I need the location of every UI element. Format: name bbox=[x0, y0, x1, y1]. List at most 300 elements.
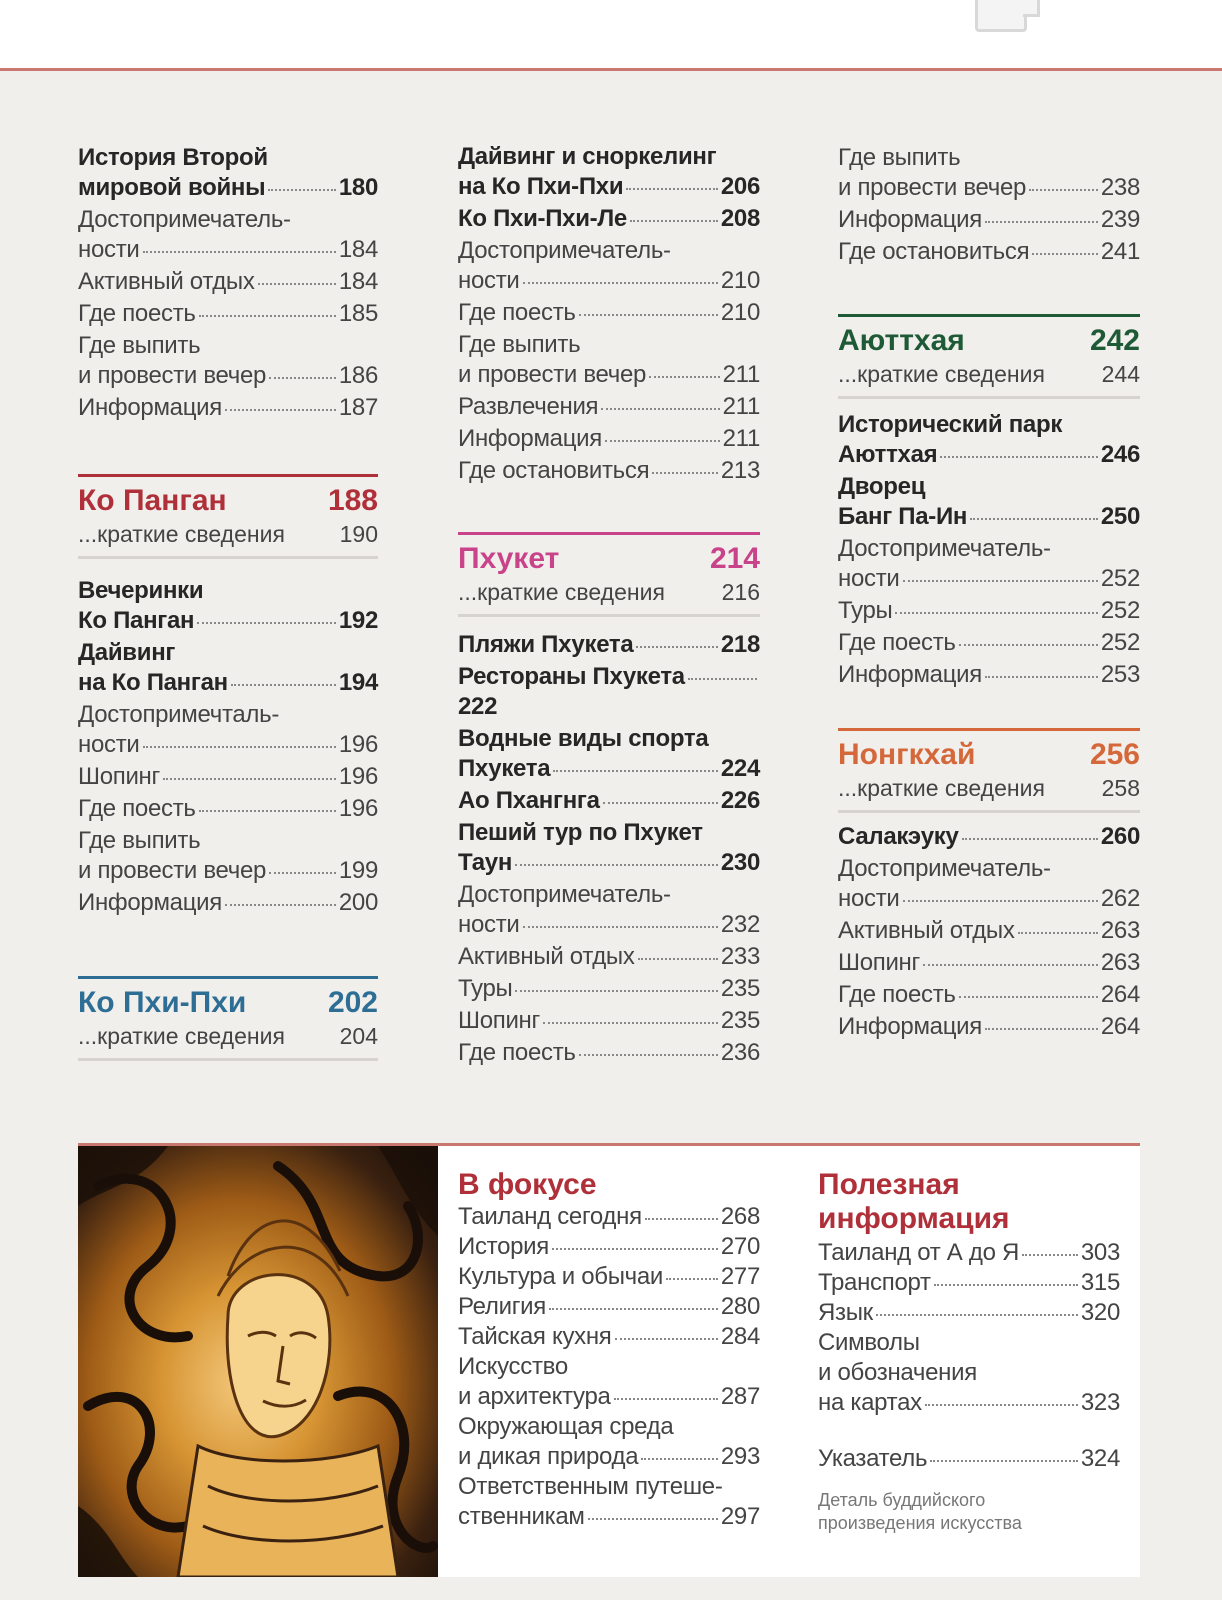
toc-entry-title: Информация bbox=[838, 1013, 982, 1040]
toc-entry[interactable] bbox=[458, 786, 760, 816]
toc-entry[interactable] bbox=[78, 299, 378, 329]
toc-page-number: 206 bbox=[720, 173, 760, 200]
toc-page-number: 186 bbox=[338, 362, 378, 389]
toc-entry-title: Аюттхая bbox=[838, 441, 938, 468]
section-title: Аюттхая bbox=[838, 324, 965, 357]
toc-page-number: 233 bbox=[720, 943, 760, 970]
toc-entry-line: Достопримечталь- bbox=[78, 701, 280, 728]
leader-dots bbox=[923, 964, 1098, 966]
toc-entry[interactable] bbox=[838, 916, 1140, 946]
leader-dots bbox=[197, 622, 336, 624]
section-heading[interactable] bbox=[78, 976, 378, 1021]
toc-entry-title: Информация bbox=[78, 889, 222, 916]
toc-entry[interactable] bbox=[818, 1328, 1120, 1418]
section-summary[interactable] bbox=[78, 1022, 378, 1061]
toc-entry-line: Пеший тур по Пхукет bbox=[458, 819, 703, 846]
toc-entry-title: Где поесть bbox=[838, 629, 956, 656]
toc-entry[interactable] bbox=[458, 1232, 760, 1262]
toc-entry[interactable] bbox=[458, 1292, 760, 1322]
toc-page-number: 315 bbox=[1080, 1269, 1120, 1296]
toc-entry-line: Где выпить bbox=[78, 332, 201, 359]
toc-entry-line: Достопримечатель- bbox=[458, 237, 671, 264]
section-title: Пхукет bbox=[458, 542, 560, 575]
toc-entry-title: ности bbox=[458, 911, 520, 938]
toc-entry[interactable] bbox=[458, 424, 760, 454]
useful-heading-line1: Полезная bbox=[818, 1168, 960, 1201]
toc-page-number: 262 bbox=[1100, 885, 1140, 912]
toc-entry-title: Развлечения bbox=[458, 393, 599, 420]
toc-entry-title: Активный отдых bbox=[838, 917, 1015, 944]
toc-page-number: 324 bbox=[1080, 1445, 1120, 1472]
section-summary[interactable] bbox=[78, 520, 378, 559]
toc-entry-title: Информация bbox=[458, 425, 602, 452]
leader-dots bbox=[959, 644, 1098, 646]
leader-dots bbox=[143, 746, 336, 748]
leader-dots bbox=[601, 408, 719, 410]
toc-entry-title: Где поесть bbox=[78, 795, 196, 822]
image-caption-line1: Деталь буддийского bbox=[818, 1490, 986, 1510]
toc-entry-line: Достопримечатель- bbox=[458, 881, 671, 908]
toc-entry[interactable] bbox=[838, 205, 1140, 235]
toc-entry[interactable] bbox=[78, 762, 378, 792]
toc-page-number: 232 bbox=[720, 911, 760, 938]
toc-entry-title: Где остановиться bbox=[458, 457, 650, 484]
toc-page-number: 226 bbox=[720, 787, 760, 814]
toc-page-number: 277 bbox=[720, 1263, 760, 1290]
section-title: Ко Пхи-Пхи bbox=[78, 986, 247, 1019]
toc-entry-title: Туры bbox=[458, 975, 513, 1002]
toc-entry-title: и провести вечер bbox=[78, 362, 267, 389]
toc-entry-title: Где поесть bbox=[458, 1039, 576, 1066]
toc-page-number: 222 bbox=[458, 693, 498, 720]
toc-entry-line: Где выпить bbox=[838, 144, 961, 171]
toc-entry-title: и провести вечер bbox=[458, 361, 647, 388]
summary-page: 216 bbox=[721, 579, 760, 605]
toc-entry[interactable] bbox=[458, 236, 760, 296]
toc-page-number: 287 bbox=[720, 1383, 760, 1410]
leader-dots bbox=[630, 220, 718, 222]
toc-page-number: 200 bbox=[338, 889, 378, 916]
toc-page-number: 210 bbox=[720, 299, 760, 326]
useful-heading-line2: информация bbox=[818, 1202, 1010, 1235]
toc-entry-title: Ко Пхи-Пхи-Ле bbox=[458, 205, 627, 232]
section-heading[interactable] bbox=[78, 474, 378, 519]
toc-page-number: 187 bbox=[338, 394, 378, 421]
toc-entry-line: Где выпить bbox=[78, 827, 201, 854]
toc-page-number: 192 bbox=[338, 607, 378, 634]
leader-dots bbox=[1029, 189, 1098, 191]
art-illustration bbox=[78, 1146, 438, 1577]
toc-entry-line: Дайвинг и сноркелинг bbox=[458, 143, 717, 170]
summary-page: 244 bbox=[1101, 361, 1140, 387]
toc-entry-title: Ао Пхангнга bbox=[458, 787, 600, 814]
summary-label: ...краткие сведения bbox=[458, 579, 665, 605]
toc-entry-title: Шопинг bbox=[838, 949, 920, 976]
toc-entry[interactable] bbox=[458, 1038, 760, 1068]
leader-dots bbox=[199, 810, 336, 812]
toc-entry[interactable] bbox=[458, 880, 760, 940]
leader-dots bbox=[666, 1278, 718, 1280]
toc-entry[interactable] bbox=[458, 818, 760, 878]
leader-dots bbox=[985, 1028, 1098, 1030]
leader-dots bbox=[543, 1022, 718, 1024]
toc-entry[interactable] bbox=[78, 576, 378, 636]
section-heading[interactable] bbox=[458, 532, 760, 577]
toc-entry-title: мировой войны bbox=[78, 174, 266, 201]
toc-page-number: 264 bbox=[1100, 1013, 1140, 1040]
section-heading[interactable] bbox=[838, 728, 1140, 773]
toc-page-number: 263 bbox=[1100, 917, 1140, 944]
toc-entry-line: Достопримечатель- bbox=[838, 535, 1051, 562]
section-summary[interactable] bbox=[838, 360, 1140, 399]
toc-page-number: 235 bbox=[720, 975, 760, 1002]
section-title: Ко Панган bbox=[78, 484, 227, 517]
toc-page-number: 196 bbox=[338, 731, 378, 758]
toc-entry-line: Дайвинг bbox=[78, 639, 176, 666]
toc-entry[interactable] bbox=[458, 1472, 760, 1532]
leader-dots bbox=[268, 189, 336, 191]
toc-entry[interactable] bbox=[838, 596, 1140, 626]
leader-dots bbox=[985, 676, 1098, 678]
toc-entry-title: Рестораны Пхукета bbox=[458, 663, 685, 690]
toc-page-number: 208 bbox=[720, 205, 760, 232]
toc-entry[interactable] bbox=[458, 298, 760, 328]
leader-dots bbox=[515, 990, 717, 992]
toc-entry-line: Символы bbox=[818, 1329, 920, 1356]
toc-page-number: 297 bbox=[720, 1503, 760, 1530]
section-title: Нонгкхай bbox=[838, 738, 976, 771]
toc-page-number: 184 bbox=[338, 236, 378, 263]
toc-entry-title: ственникам bbox=[458, 1503, 585, 1530]
toc-entry-line: и обозначения bbox=[818, 1359, 977, 1386]
toc-entry-title: Активный отдых bbox=[458, 943, 635, 970]
toc-entry-line: Вечеринки bbox=[78, 577, 204, 604]
toc-entry[interactable] bbox=[838, 854, 1140, 914]
toc-entry[interactable] bbox=[838, 472, 1140, 532]
toc-page-number: 241 bbox=[1100, 238, 1140, 265]
toc-page-number: 303 bbox=[1080, 1239, 1120, 1266]
toc-entry-title: Где поесть bbox=[838, 981, 956, 1008]
toc-entry[interactable] bbox=[78, 267, 378, 297]
toc-entry[interactable] bbox=[458, 1202, 760, 1232]
toc-page-number: 250 bbox=[1100, 503, 1140, 530]
toc-entry[interactable] bbox=[838, 143, 1140, 203]
toc-entry[interactable] bbox=[458, 392, 760, 422]
toc-entry[interactable] bbox=[458, 1352, 760, 1412]
toc-entry-title: Ко Панган bbox=[78, 607, 195, 634]
toc-entry-title: Где остановиться bbox=[838, 238, 1030, 265]
leader-dots bbox=[649, 376, 720, 378]
toc-entry[interactable] bbox=[458, 974, 760, 1004]
toc-entry-title: Активный отдых bbox=[78, 268, 255, 295]
toc-entry-title: и дикая природа bbox=[458, 1443, 639, 1470]
leader-dots bbox=[638, 958, 718, 960]
toc-entry-title: Религия bbox=[458, 1293, 546, 1320]
toc-page-number: 218 bbox=[720, 631, 760, 658]
focus-heading: В фокусе bbox=[458, 1168, 597, 1201]
leader-dots bbox=[876, 1314, 1078, 1316]
toc-page-number: 185 bbox=[338, 300, 378, 327]
toc-entry[interactable] bbox=[78, 393, 378, 423]
toc-entry[interactable] bbox=[458, 1262, 760, 1292]
toc-entry[interactable] bbox=[818, 1444, 1120, 1474]
toc-entry-title: Шопинг bbox=[78, 763, 160, 790]
leader-dots bbox=[553, 770, 718, 772]
summary-label: ...краткие сведения bbox=[838, 361, 1045, 387]
toc-entry-title: и архитектура bbox=[458, 1383, 611, 1410]
toc-entry-title: Туры bbox=[838, 597, 893, 624]
summary-label: ...краткие сведения bbox=[838, 775, 1045, 801]
toc-page-number: 196 bbox=[338, 763, 378, 790]
leader-dots bbox=[258, 283, 336, 285]
toc-entry[interactable] bbox=[838, 822, 1140, 852]
toc-entry-title: Таиланд от А до Я bbox=[818, 1239, 1020, 1266]
section-page: 202 bbox=[327, 986, 378, 1019]
toc-entry-title: ности bbox=[838, 885, 900, 912]
toc-entry[interactable] bbox=[838, 628, 1140, 658]
leader-dots bbox=[925, 1404, 1078, 1406]
toc-entry[interactable] bbox=[818, 1238, 1120, 1268]
toc-entry-title: Таун bbox=[458, 849, 513, 876]
summary-label: ...краткие сведения bbox=[78, 521, 285, 547]
toc-page-number: 211 bbox=[722, 425, 760, 452]
toc-page-number: 320 bbox=[1080, 1299, 1120, 1326]
section-summary[interactable] bbox=[458, 578, 760, 617]
toc-entry-title: и провести вечер bbox=[78, 857, 267, 884]
image-caption-line2: произведения искусства bbox=[818, 1513, 1022, 1533]
toc-entry[interactable] bbox=[818, 1268, 1120, 1298]
toc-entry[interactable] bbox=[78, 700, 378, 760]
leader-dots bbox=[962, 838, 1098, 840]
leader-dots bbox=[615, 1338, 718, 1340]
leader-dots bbox=[163, 778, 336, 780]
toc-page-number: 224 bbox=[720, 755, 760, 782]
leader-dots bbox=[515, 864, 718, 866]
toc-page-number: 268 bbox=[720, 1203, 760, 1230]
toc-entry[interactable] bbox=[78, 638, 378, 698]
toc-entry-title: Указатель bbox=[818, 1445, 928, 1472]
toc-page-number: 199 bbox=[338, 857, 378, 884]
toc-entry[interactable] bbox=[78, 331, 378, 391]
toc-entry-title: Салакэуку bbox=[838, 823, 959, 850]
toc-page-number: 213 bbox=[720, 457, 760, 484]
leader-dots bbox=[985, 221, 1098, 223]
leader-dots bbox=[605, 440, 720, 442]
leader-dots bbox=[552, 1248, 718, 1250]
toc-page-number: 264 bbox=[1100, 981, 1140, 1008]
toc-entry[interactable] bbox=[838, 980, 1140, 1010]
toc-entry-line: Искусство bbox=[458, 1353, 568, 1380]
toc-entry-line: Ответственным путеше- bbox=[458, 1473, 723, 1500]
leader-dots bbox=[143, 251, 336, 253]
toc-entry-title: и провести вечер bbox=[838, 174, 1027, 201]
leader-dots bbox=[231, 684, 336, 686]
leader-dots bbox=[1032, 253, 1098, 255]
toc-entry[interactable] bbox=[458, 204, 760, 234]
toc-page-number: 230 bbox=[720, 849, 760, 876]
leader-dots bbox=[903, 580, 1098, 582]
toc-entry[interactable] bbox=[458, 330, 760, 390]
toc-entry[interactable] bbox=[458, 942, 760, 972]
section-heading[interactable] bbox=[838, 314, 1140, 359]
toc-entry-title: ности bbox=[838, 565, 900, 592]
leader-dots bbox=[903, 900, 1098, 902]
leader-dots bbox=[959, 996, 1098, 998]
toc-entry[interactable] bbox=[78, 826, 378, 886]
header-rule bbox=[0, 68, 1222, 71]
section-summary[interactable] bbox=[838, 774, 1140, 813]
leader-dots bbox=[588, 1518, 718, 1520]
section-page: 214 bbox=[709, 542, 760, 575]
leader-dots bbox=[940, 456, 1098, 458]
leader-dots bbox=[269, 377, 336, 379]
toc-entry-title: Информация bbox=[838, 206, 982, 233]
toc-page-number: 196 bbox=[338, 795, 378, 822]
summary-page: 258 bbox=[1101, 775, 1140, 801]
leader-dots bbox=[269, 872, 336, 874]
leader-dots bbox=[549, 1308, 718, 1310]
toc-page-number: 293 bbox=[720, 1443, 760, 1470]
toc-entry[interactable] bbox=[838, 410, 1140, 470]
toc-entry[interactable] bbox=[838, 237, 1140, 267]
buddhist-art-image bbox=[78, 1146, 438, 1577]
toc-page-number: 246 bbox=[1100, 441, 1140, 468]
leader-dots bbox=[1018, 932, 1098, 934]
section-page: 188 bbox=[327, 484, 378, 517]
toc-entry-title: Шопинг bbox=[458, 1007, 540, 1034]
toc-entry[interactable] bbox=[78, 888, 378, 918]
toc-entry-title: Язык bbox=[818, 1299, 873, 1326]
toc-entry-title: Тайская кухня bbox=[458, 1323, 612, 1350]
leader-dots bbox=[579, 314, 718, 316]
toc-entry-title: Информация bbox=[838, 661, 982, 688]
toc-entry-title: на картах bbox=[818, 1389, 922, 1416]
leader-dots bbox=[688, 678, 757, 680]
toc-page-number: 263 bbox=[1100, 949, 1140, 976]
leader-dots bbox=[1022, 1254, 1078, 1256]
toc-page-number: 252 bbox=[1100, 629, 1140, 656]
toc-page-number: 211 bbox=[722, 361, 760, 388]
toc-entry-title: ности bbox=[458, 267, 520, 294]
toc-entry-line: Где выпить bbox=[458, 331, 581, 358]
toc-page-number: 184 bbox=[338, 268, 378, 295]
toc-page-number: 194 bbox=[338, 669, 378, 696]
toc-page-number: 236 bbox=[720, 1039, 760, 1066]
toc-entry[interactable] bbox=[458, 1006, 760, 1036]
leader-dots bbox=[614, 1398, 718, 1400]
bottom-panel bbox=[78, 1143, 1140, 1577]
toc-entry-line: Достопримечатель- bbox=[838, 855, 1051, 882]
summary-page: 204 bbox=[339, 1023, 378, 1049]
toc-entry[interactable] bbox=[458, 1322, 760, 1352]
toc-entry-title: на Ко Панган bbox=[78, 669, 228, 696]
leader-dots bbox=[970, 518, 1098, 520]
leader-dots bbox=[934, 1284, 1078, 1286]
section-page: 256 bbox=[1089, 738, 1140, 771]
toc-entry-line: История Второй bbox=[78, 144, 268, 171]
section-page: 242 bbox=[1089, 324, 1140, 357]
toc-entry-title: ности bbox=[78, 731, 140, 758]
toc-entry-title: ности bbox=[78, 236, 140, 263]
toc-page-number: 239 bbox=[1100, 206, 1140, 233]
toc-entry[interactable] bbox=[458, 630, 760, 660]
toc-entry-title: Культура и обычаи bbox=[458, 1263, 664, 1290]
toc-entry-title: Где поесть bbox=[78, 300, 196, 327]
toc-entry-title: на Ко Пхи-Пхи bbox=[458, 173, 624, 200]
toc-entry-title: Пляжи Пхукета bbox=[458, 631, 634, 658]
top-band bbox=[0, 0, 1222, 70]
leader-dots bbox=[199, 315, 336, 317]
toc-entry-line: Водные виды спорта bbox=[458, 725, 709, 752]
leader-dots bbox=[523, 282, 718, 284]
toc-entry[interactable] bbox=[838, 1012, 1140, 1042]
leader-dots bbox=[225, 409, 336, 411]
toc-entry[interactable] bbox=[78, 143, 378, 203]
toc-page-number: 280 bbox=[720, 1293, 760, 1320]
leader-dots bbox=[626, 188, 718, 190]
toc-entry-line: Окружающая среда bbox=[458, 1413, 674, 1440]
toc-entry[interactable] bbox=[458, 1412, 760, 1472]
toc-page-number: 323 bbox=[1080, 1389, 1120, 1416]
toc-entry[interactable] bbox=[838, 660, 1140, 690]
toc-page-number: 253 bbox=[1100, 661, 1140, 688]
leader-dots bbox=[895, 612, 1097, 614]
toc-page-number: 252 bbox=[1100, 597, 1140, 624]
toc-entry-title: Где поесть bbox=[458, 299, 576, 326]
toc-page-number: 211 bbox=[722, 393, 760, 420]
toc-page-number: 180 bbox=[338, 174, 378, 201]
leader-dots bbox=[930, 1460, 1078, 1462]
page-icon bbox=[975, 0, 1027, 32]
toc-entry-title: Пхукета bbox=[458, 755, 551, 782]
toc-page-number: 235 bbox=[720, 1007, 760, 1034]
summary-label: ...краткие сведения bbox=[78, 1023, 285, 1049]
leader-dots bbox=[225, 904, 336, 906]
toc-page-number: 270 bbox=[720, 1233, 760, 1260]
toc-entry-title: Информация bbox=[78, 394, 222, 421]
toc-page-number: 252 bbox=[1100, 565, 1140, 592]
leader-dots bbox=[645, 1218, 718, 1220]
toc-entry[interactable] bbox=[78, 205, 378, 265]
toc-entry[interactable] bbox=[458, 456, 760, 486]
toc-entry-line: Исторический парк bbox=[838, 411, 1063, 438]
leader-dots bbox=[523, 926, 718, 928]
toc-page-number: 260 bbox=[1100, 823, 1140, 850]
leader-dots bbox=[641, 1458, 718, 1460]
toc-page-number: 210 bbox=[720, 267, 760, 294]
toc-entry-title: История bbox=[458, 1233, 549, 1260]
toc-entry[interactable] bbox=[838, 948, 1140, 978]
toc-entry[interactable] bbox=[78, 794, 378, 824]
toc-entry-title: Транспорт bbox=[818, 1269, 931, 1296]
leader-dots bbox=[579, 1054, 718, 1056]
toc-entry[interactable] bbox=[458, 662, 760, 722]
toc-entry[interactable] bbox=[818, 1298, 1120, 1328]
toc-entry-line: Достопримечатель- bbox=[78, 206, 291, 233]
summary-page: 190 bbox=[339, 521, 378, 547]
toc-page-number: 238 bbox=[1100, 174, 1140, 201]
leader-dots bbox=[652, 472, 718, 474]
toc-entry-line: Дворец bbox=[838, 473, 926, 500]
toc-entry[interactable] bbox=[838, 534, 1140, 594]
leader-dots bbox=[603, 802, 718, 804]
toc-entry-title: Таиланд сегодня bbox=[458, 1203, 642, 1230]
toc-entry-title: Банг Па-Ин bbox=[838, 503, 968, 530]
toc-entry[interactable] bbox=[458, 142, 760, 202]
leader-dots bbox=[636, 646, 717, 648]
toc-page-number: 284 bbox=[720, 1323, 760, 1350]
toc-entry[interactable] bbox=[458, 724, 760, 784]
